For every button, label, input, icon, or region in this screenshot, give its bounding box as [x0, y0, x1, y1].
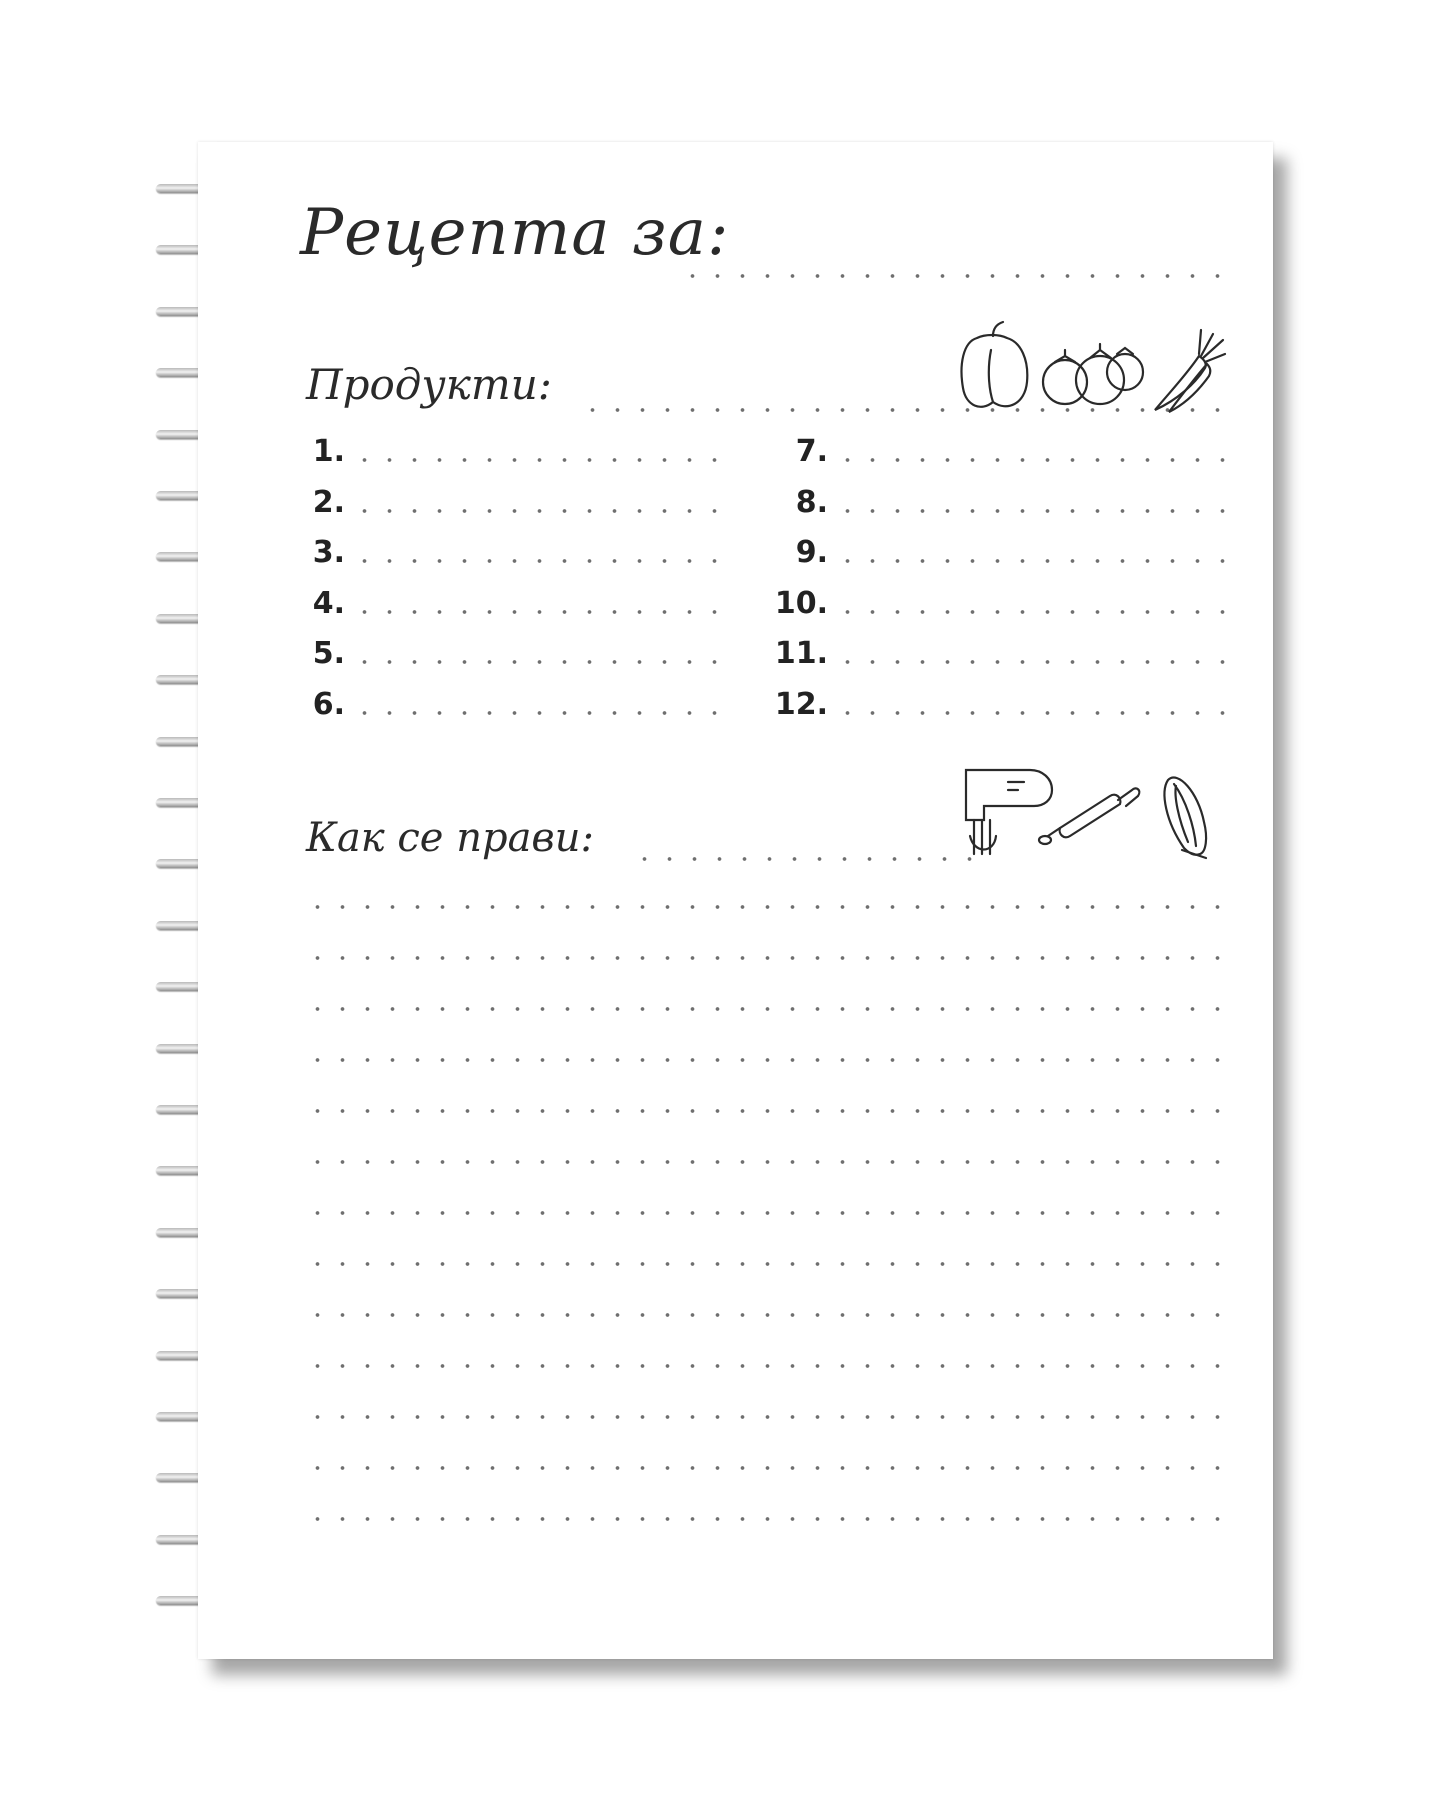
rolling-pin-icon: [1039, 788, 1139, 844]
ingredient-line[interactable]: [835, 711, 1225, 715]
ingredient-number: 1.: [312, 434, 345, 469]
method-heading-line: [632, 857, 972, 861]
recipe-title: Рецепта за:: [300, 196, 730, 270]
carrots-icon: [1155, 330, 1225, 412]
pepper-icon: [962, 322, 1028, 407]
instruction-line[interactable]: [305, 1364, 1225, 1368]
ingredient-line[interactable]: [352, 458, 722, 462]
ingredient-line[interactable]: [835, 509, 1225, 513]
vegetables-illustration: [955, 320, 1230, 420]
ingredient-number: 9.: [795, 535, 828, 570]
ingredient-number: 10.: [774, 585, 828, 621]
ingredient-number: 6.: [312, 686, 345, 722]
instruction-line[interactable]: [305, 1262, 1225, 1266]
ingredient-number: 12.: [774, 686, 828, 722]
ingredient-number: 5.: [312, 636, 345, 671]
ingredient-number: 3.: [312, 535, 345, 570]
instruction-line[interactable]: [305, 1466, 1225, 1470]
instruction-line[interactable]: [305, 1415, 1225, 1419]
products-heading: Продукти:: [306, 360, 552, 409]
ingredient-number: 4.: [312, 585, 345, 621]
instruction-line[interactable]: [305, 1109, 1225, 1113]
whisk-icon: [1165, 778, 1207, 858]
ingredient-number: 7.: [795, 434, 828, 469]
ingredient-line[interactable]: [352, 660, 722, 664]
ingredient-line[interactable]: [835, 458, 1225, 462]
recipe-title-line: [680, 274, 1225, 278]
ingredient-line[interactable]: [352, 711, 722, 715]
instruction-line[interactable]: [305, 956, 1225, 960]
ingredient-line[interactable]: [835, 610, 1225, 614]
instruction-line[interactable]: [305, 1313, 1225, 1317]
instruction-line[interactable]: [305, 1007, 1225, 1011]
ingredient-line[interactable]: [352, 559, 722, 563]
ingredient-line[interactable]: [835, 559, 1225, 563]
instruction-line[interactable]: [305, 905, 1225, 909]
instruction-line[interactable]: [305, 1058, 1225, 1062]
ingredient-number: 2.: [312, 484, 345, 520]
ingredient-line[interactable]: [835, 660, 1225, 664]
ingredient-number: 8.: [795, 484, 828, 520]
ingredient-line[interactable]: [352, 509, 722, 513]
instruction-line[interactable]: [305, 1517, 1225, 1521]
instruction-line[interactable]: [305, 1211, 1225, 1215]
ingredient-line[interactable]: [352, 610, 722, 614]
kitchen-tools-illustration: [960, 762, 1230, 862]
method-heading: Как се прави:: [306, 815, 594, 861]
instruction-line[interactable]: [305, 1160, 1225, 1164]
ingredient-number: 11.: [774, 636, 828, 671]
tomatoes-icon: [1043, 344, 1143, 404]
